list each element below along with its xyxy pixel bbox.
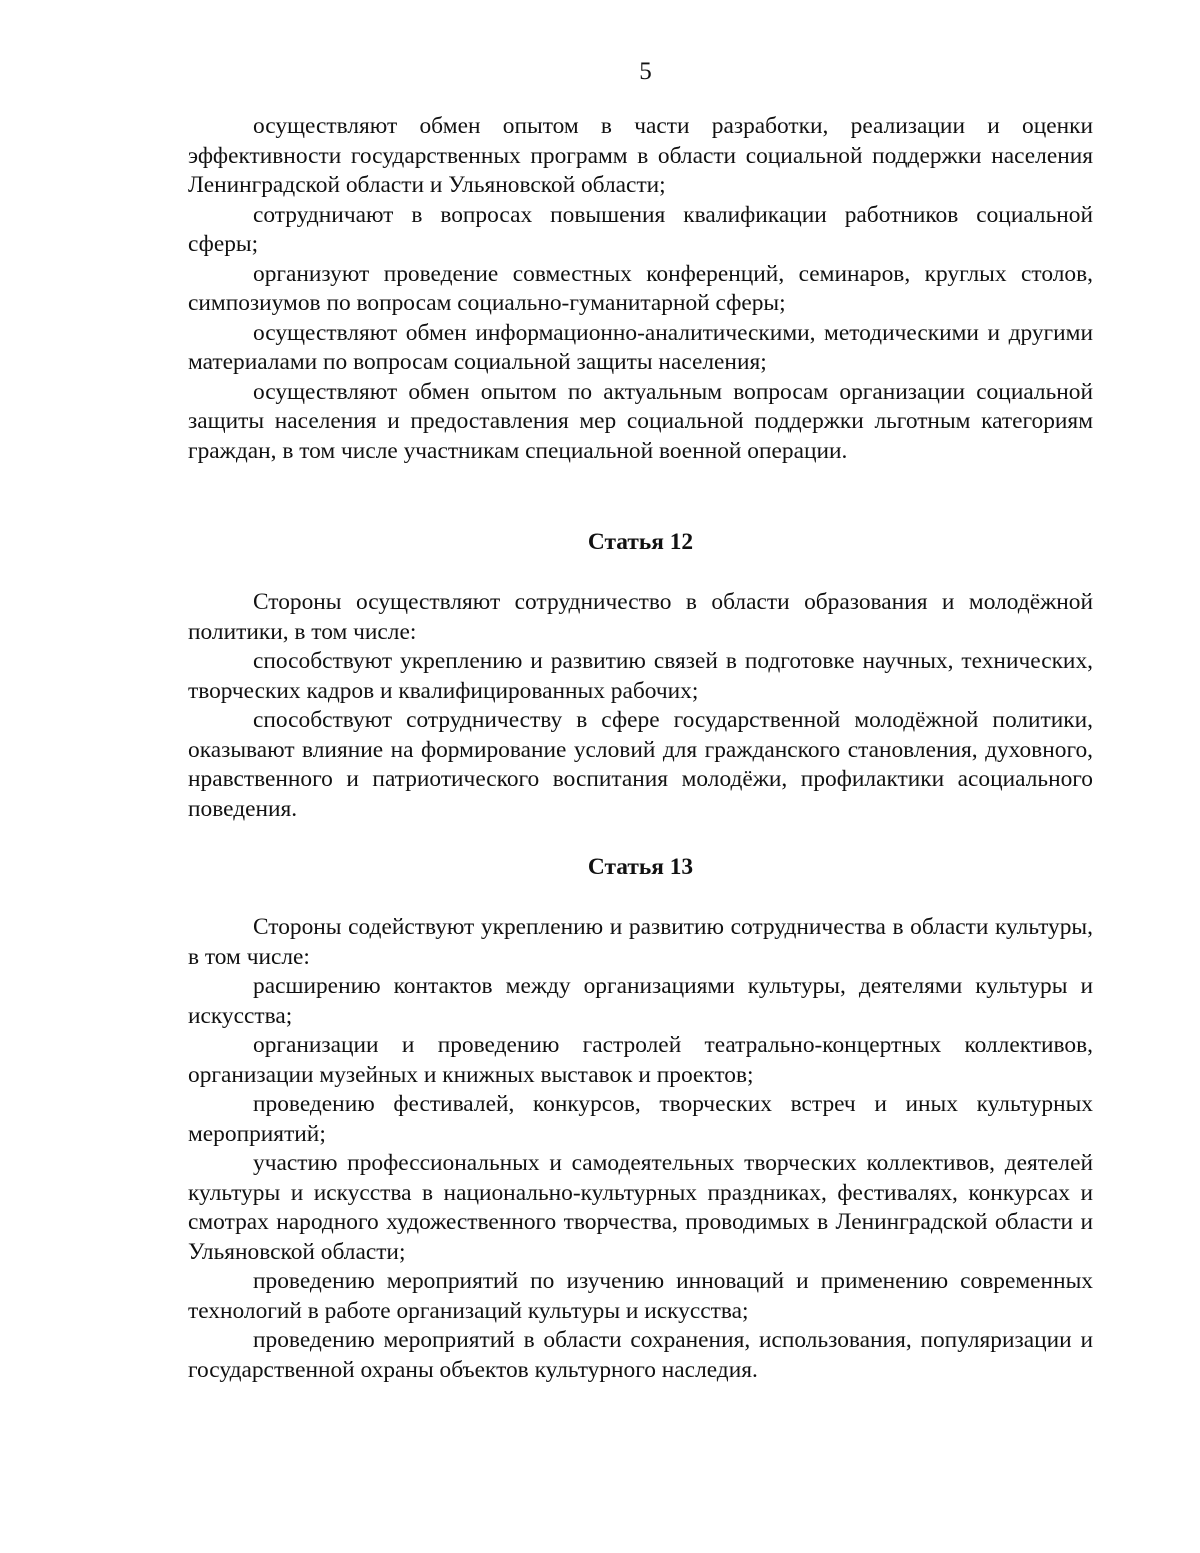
paragraph: осуществляют обмен опытом в части разработки, реализации и оценки эффективности государственных программ в области социальной поддержки населения Ленинградской области и Ульяновской области;	[188, 113, 1093, 198]
paragraph: сотрудничают в вопросах повышения квалификации работников социальной сферы;	[188, 201, 1093, 257]
paragraph: осуществляют обмен опытом по актуальным вопросам организации социальной защиты населения и предоставления мер социальной поддержки льготным категориям граждан, в том числе участникам специальной военной операции.	[188, 378, 1093, 464]
page-number: 5	[639, 58, 652, 85]
article-13-heading-wrap	[188, 852, 1093, 882]
article-13-body	[188, 913, 1093, 1385]
article-12-heading-wrap	[188, 527, 1093, 557]
paragraph: организации и проведению гастролей театрально-концертных коллективов, организации музейных и книжных выставок и проектов;	[188, 1032, 1093, 1088]
paragraph: осуществляют обмен информационно-аналитическими, методическими и другими материалами по вопросам социальной защиты населения;	[188, 319, 1093, 375]
paragraph: способствуют сотрудничеству в сфере государственной молодёжной политики, оказывают влияние на формирование условий для гражданского становления, духовного, нравственного и патриотического воспитания молодёжи, профилактики асоциального поведения.	[188, 707, 1093, 822]
paragraph: участию профессиональных и самодеятельных творческих коллективов, деятелей культуры и искусства в национально-культурных праздниках, фестивалях, конкурсах и смотрах народного художественного творчества, проводимых в Ленинградской области и Ульяновской области;	[188, 1150, 1093, 1265]
paragraph: способствуют укреплению и развитию связей в подготовке научных, технических, творческих кадров и квалифицированных рабочих;	[188, 648, 1093, 704]
article-12-title: Статья 12	[587, 529, 694, 555]
article-12-body	[188, 588, 1093, 824]
section-social-support	[188, 112, 1093, 466]
paragraph: Стороны осуществляют сотрудничество в области образования и молодёжной политики, в том числе:	[188, 589, 1093, 645]
paragraph: Стороны содействуют укреплению и развитию сотрудничества в области культуры, в том числе:	[188, 914, 1093, 970]
paragraph: расширению контактов между организациями культуры, деятелями культуры и искусства;	[188, 973, 1093, 1029]
paragraph: проведению мероприятий по изучению инноваций и применению современных технологий в работе организаций культуры и искусства;	[188, 1268, 1093, 1324]
paragraph: проведению фестивалей, конкурсов, творческих встреч и иных культурных мероприятий;	[188, 1091, 1093, 1147]
paragraph: проведению мероприятий в области сохранения, использования, популяризации и государственной охраны объектов культурного наследия.	[188, 1327, 1093, 1383]
article-13-title: Статья 13	[587, 854, 694, 880]
paragraph: организуют проведение совместных конференций, семинаров, круглых столов, симпозиумов по вопросам социально-гуманитарной сферы;	[188, 260, 1093, 316]
